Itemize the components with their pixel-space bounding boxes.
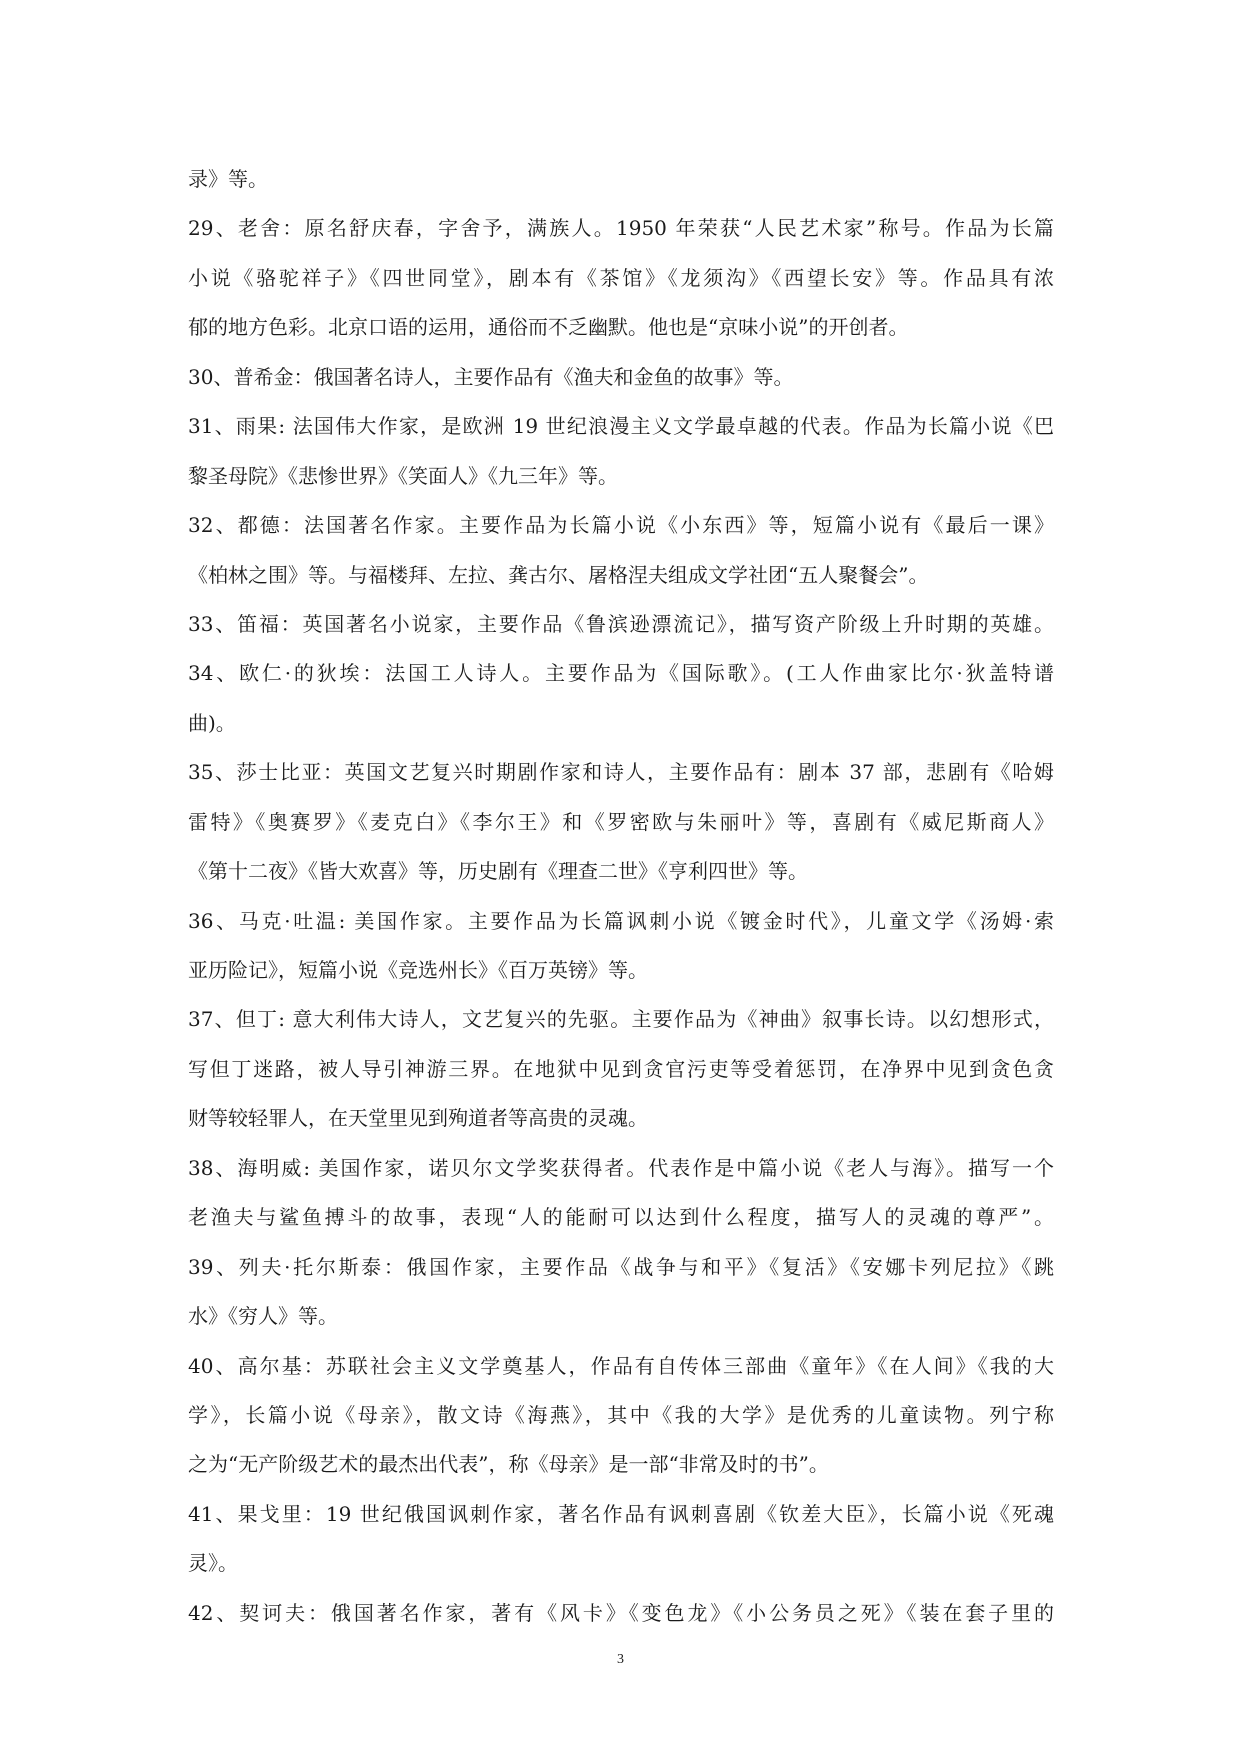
text-line: 32、都德：法国著名作家。主要作品为长篇小说《小东西》等，短篇小说有《最后一课》: [188, 513, 1054, 538]
text-line: 郁的地方色彩。北京口语的运用，通俗而不乏幽默。他也是“京味小说”的开创者。: [188, 315, 909, 340]
text-line: 学》，长篇小说《母亲》，散文诗《海燕》，其中《我的大学》是优秀的儿童读物。列宁称: [188, 1402, 1054, 1427]
text-line: 黎圣母院》《悲惨世界》《笑面人》《九三年》等。: [188, 463, 618, 488]
text-line: 雷特》《奥赛罗》《麦克白》《李尔王》和《罗密欧与朱丽叶》等，喜剧有《威尼斯商人》: [188, 809, 1054, 834]
text-line: 写但丁迷路，被人导引神游三界。在地狱中见到贪官污吏等受着惩罚，在净界中见到贪色贪: [188, 1056, 1054, 1081]
text-line: 30、普希金：俄国著名诗人，主要作品有《渔夫和金鱼的故事》等。: [188, 364, 794, 389]
text-line: 40、高尔基：苏联社会主义文学奠基人，作品有自传体三部曲《童年》《在人间》《我的大: [188, 1353, 1054, 1378]
text-line: 34、欧仁·的狄埃：法国工人诗人。主要作品为《国际歌》。(工人作曲家比尔·狄盖特谱: [188, 661, 1054, 686]
body-text: [188, 155, 1054, 1638]
text-line: 29、老舍：原名舒庆春，字舍予，满族人。1950 年荣获“人民艺术家”称号。作品为长篇: [188, 216, 1054, 241]
page-number: 3: [617, 1652, 624, 1667]
text-line: 录》等。: [188, 167, 268, 191]
text-line: 38、海明威: 美国作家，诺贝尔文学奖获得者。代表作是中篇小说《老人与海》。描写一个: [188, 1155, 1054, 1180]
text-line: 小说《骆驼祥子》《四世同堂》，剧本有《茶馆》《龙须沟》《西望长安》等。作品具有浓: [188, 265, 1054, 290]
text-line: 亚历险记》，短篇小说《竞选州长》《百万英镑》等。: [188, 958, 648, 982]
text-line: 之为“无产阶级艺术的最杰出代表”，称《母亲》是一部“非常及时的书”。: [188, 1452, 829, 1477]
text-line: 37、但丁: 意大利伟大诗人，文艺复兴的先驱。主要作品为《神曲》叙事长诗。以幻想形式，: [188, 1007, 1054, 1032]
text-line: 《第十二夜》《皆大欢喜》等，历史剧有《理查二世》《亨利四世》等。: [188, 859, 808, 884]
text-line: 老渔夫与鲨鱼搏斗的故事，表现“人的能耐可以达到什么程度，描写人的灵魂的尊严”。: [188, 1205, 1054, 1230]
text-line: 曲)。: [188, 710, 236, 735]
text-line: 31、雨果: 法国伟大作家，是欧洲 19 世纪浪漫主义文学最卓越的代表。作品为长篇小说《巴: [188, 414, 1054, 439]
text-line: 《柏林之围》等。与福楼拜、左拉、龚古尔、屠格涅夫组成文学社团“五人聚餐会”。: [188, 562, 929, 587]
text-line: 财等较轻罪人，在天堂里见到殉道者等高贵的灵魂。: [188, 1106, 648, 1131]
text-line: 35、莎士比亚：英国文艺复兴时期剧作家和诗人，主要作品有：剧本 37 部，悲剧有《哈姆: [188, 760, 1054, 785]
text-line: 41、果戈里：19 世纪俄国讽刺作家，著名作品有讽刺喜剧《钦差大臣》，长篇小说《死魂: [188, 1501, 1054, 1526]
text-line: 39、列夫·托尔斯泰：俄国作家，主要作品《战争与和平》《复活》《安娜卡列尼拉》《跳: [188, 1254, 1054, 1279]
text-line: 36、马克·吐温: 美国作家。主要作品为长篇讽刺小说《镀金时代》，儿童文学《汤姆·索: [188, 908, 1054, 933]
text-line: 42、契诃夫：俄国著名作家，著有《风卡》《变色龙》《小公务员之死》《装在套子里的: [188, 1600, 1054, 1625]
text-line: 33、笛福：英国著名小说家，主要作品《鲁滨逊漂流记》，描写资产阶级上升时期的英雄。: [188, 611, 1054, 636]
text-line: 水》《穷人》等。: [188, 1304, 338, 1329]
text-line: 灵》。: [188, 1551, 238, 1576]
